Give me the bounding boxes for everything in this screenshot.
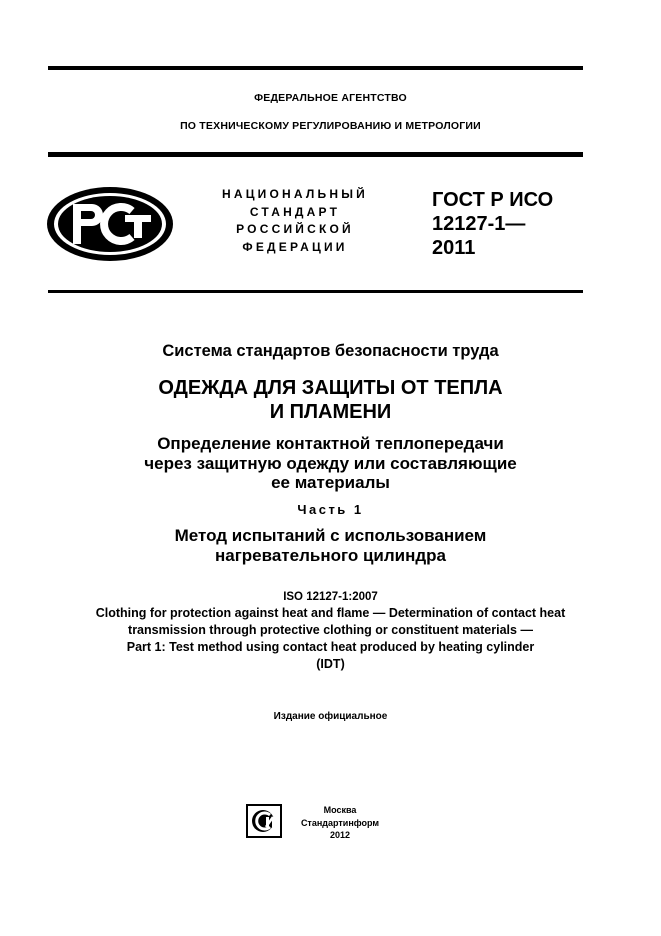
publisher-block [292,804,388,842]
main-title [0,376,661,424]
gost-line-1: ГОСТ Р ИСО [432,189,554,211]
standartinform-logo-icon [246,804,282,838]
method-line-1: Метод испытаний с использованием [174,526,487,545]
iso-title-line-3: Part 1: Test method using contact heat produced by heating cylinder [126,640,535,654]
rst-logo-icon [44,184,176,264]
gost-designation [432,188,553,260]
national-standard-line-4: ФЕДЕРАЦИИ [242,239,348,254]
agency-line-2: ПО ТЕХНИЧЕСКОМУ РЕГУЛИРОВАНИЮ И МЕТРОЛОГИИ [180,120,481,132]
publisher-city: Москва [323,805,357,815]
subtitle-line-2: через защитную одежду или составляющие [144,453,517,473]
national-standard-line-2: СТАНДАРТ [249,204,341,219]
method-title [0,526,661,566]
national-standard-line-1: НАЦИОНАЛЬНЫЙ [221,187,369,201]
iso-title-line-2: transmission through protective clothing or constituent materials — [128,623,533,637]
edition-label: Издание официальное [273,711,388,722]
header-rule [48,290,583,293]
part-label: Часть 1 [297,502,364,517]
main-title-line-2: И ПЛАМЕНИ [269,401,392,423]
iso-number: ISO 12127-1:2007 [283,591,378,603]
main-title-line-1: ОДЕЖДА ДЛЯ ЗАЩИТЫ ОТ ТЕПЛА [158,377,503,399]
subtitle [0,434,661,493]
subtitle-line-1: Определение контактной теплопередачи [157,434,504,453]
agency-line-1: ФЕДЕРАЛЬНОЕ АГЕНТСТВО [254,92,407,104]
gost-line-2: 12127-1— [432,213,526,235]
iso-title-line-4: (IDT) [316,657,345,671]
top-rule [48,66,583,70]
iso-title [0,605,661,673]
iso-title-line-1: Clothing for protection against heat and flame — Determination of contact heat [95,606,566,620]
method-line-2: нагревательного цилиндра [214,546,447,565]
subtitle-line-3: ее материалы [271,473,390,492]
series-title: Система стандартов безопасности труда [162,342,499,360]
publisher-year: 2012 [329,830,351,840]
publisher-name: Стандартинформ [300,817,380,828]
national-standard-line-3: РОССИЙСКОЙ [236,222,354,236]
gost-line-3: 2011 [432,237,476,259]
national-standard-label [200,186,390,256]
agency-rule [48,152,583,157]
